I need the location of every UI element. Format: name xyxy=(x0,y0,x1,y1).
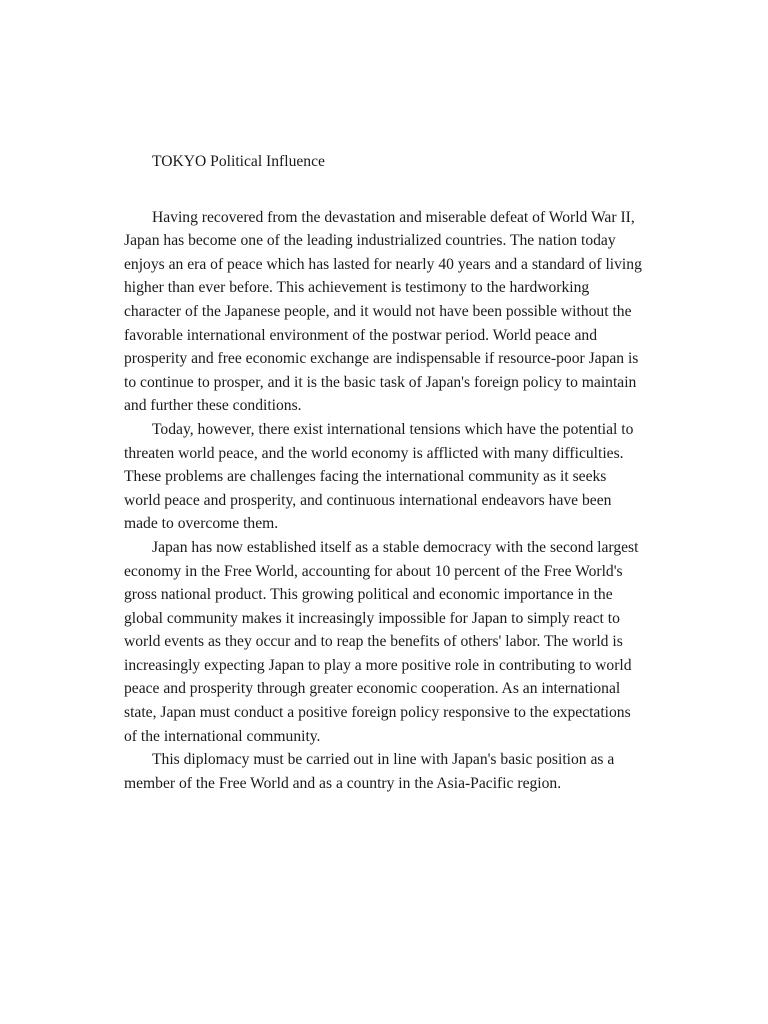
document-page xyxy=(124,150,644,795)
paragraph-4: This diplomacy must be carried out in line with Japan's basic position as a member of the Free World and as a country in the Asia-Pacific region. xyxy=(124,751,615,792)
paragraph-2: Today, however, there exist international tensions which have the potential to threaten world peace, and the world economy is afflicted with many difficulties. These problems are challenges facing the international community as it seeks world peace and prosperity, and continuous international endeavors have been made to overcome them. xyxy=(124,420,634,533)
paragraph-3: Japan has now established itself as a stable democracy with the second largest economy in the Free World, accounting for about 10 percent of the Free World's gross national product. This growing political and economic importance in the global community makes it increasingly impossible for Japan to simply react to world events as they occur and to reap the benefits of others' labor. The world is increasingly expecting Japan to play a more positive role in contributing to world peace and prosperity through greater economic cooperation. As an international state, Japan must conduct a positive foreign policy responsive to the expectations of the international community. xyxy=(124,538,639,745)
paragraph-1: Having recovered from the devastation and miserable defeat of World War II, Japan has become one of the leading industrialized countries. The nation today enjoys an era of peace which has lasted for nearly 40 years and a standard of living higher than ever before. This achievement is testimony to the hardworking character of the Japanese people, and it would not have been possible without the favorable international environment of the postwar period. World peace and prosperity and free economic exchange are indispensable if resource-poor Japan is to continue to prosper, and it is the basic task of Japan's foreign policy to maintain and further these conditions. xyxy=(124,208,642,415)
document-title: TOKYO Political Influence xyxy=(152,153,325,170)
